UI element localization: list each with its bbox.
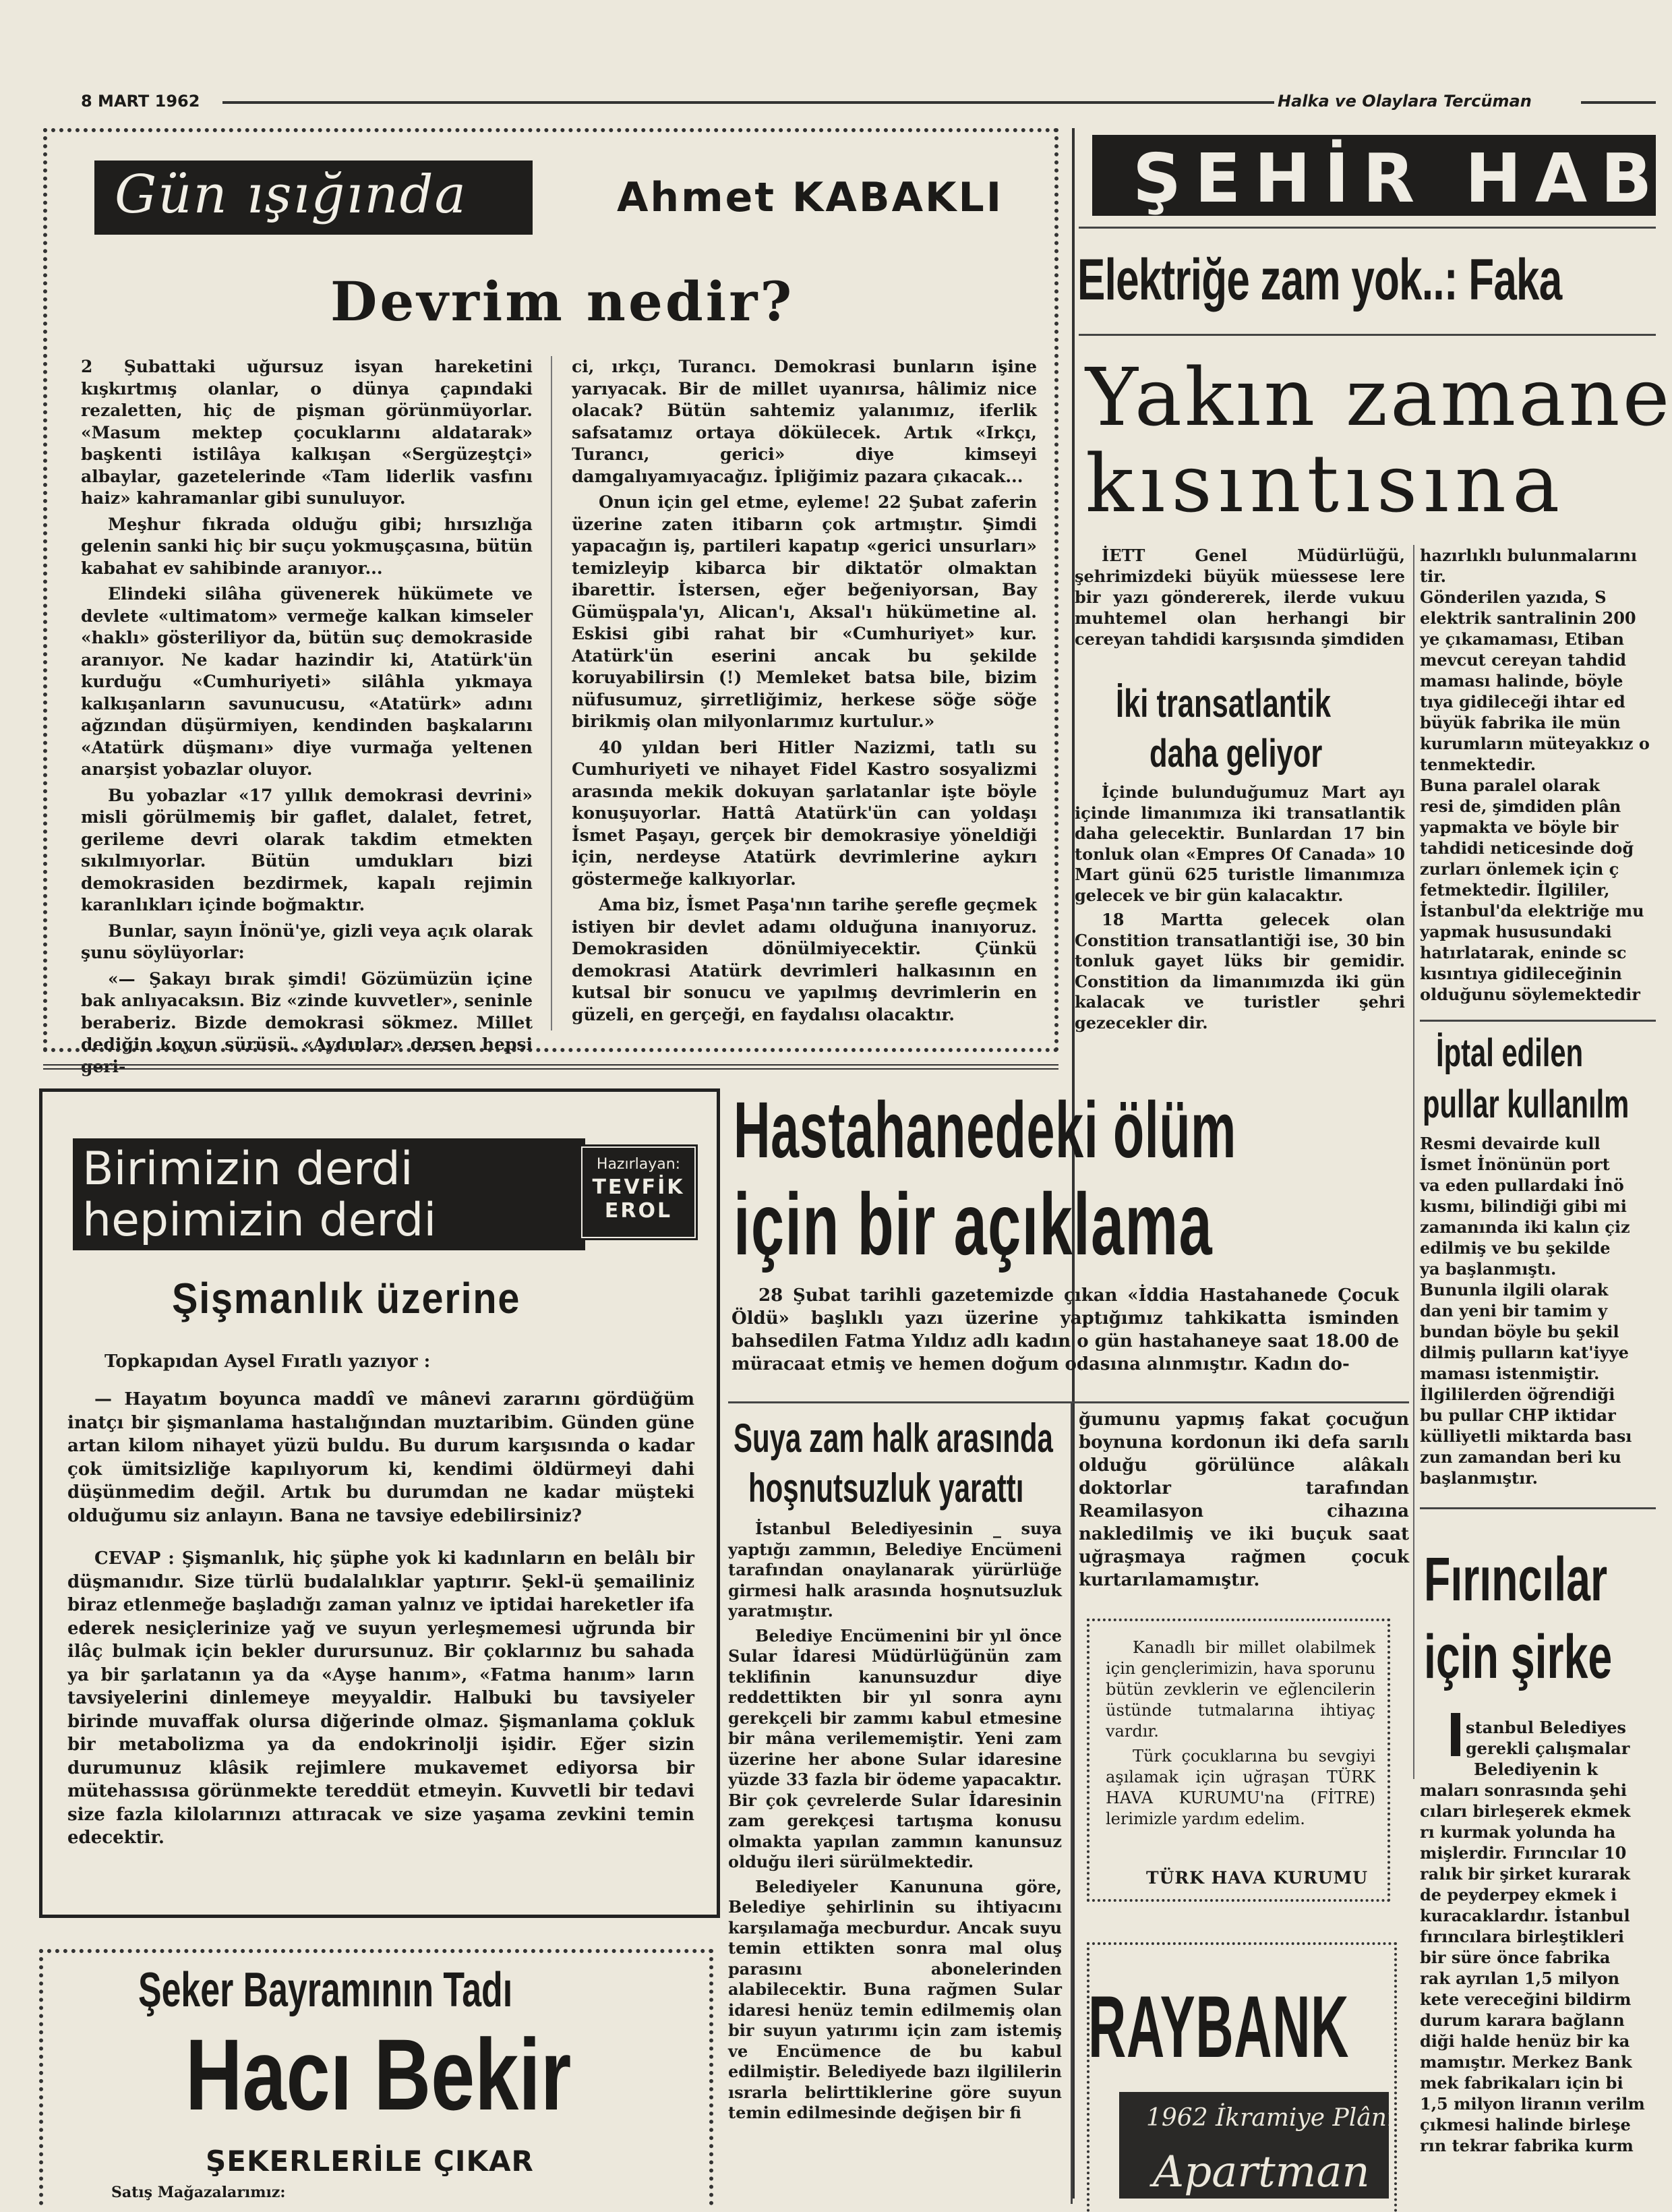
sehir-paragraph: İETT Genel Müdürlüğü, şehrimizdeki büyük müessese lere bir yazı göndererek, ilerde vukuu muhtemel olan herhangi bir cereyan tahdidi karşısında şimdiden xyxy=(1075,546,1405,649)
suya-paragraph: Belediye Encümenini bir yıl önce Sular İdaresi Müdürlüğünün zam teklifinin kanunsuzdur diye reddettikten bir yıl sonra aynı gerekçeli bir zammı kabul etmesine bir mâna verilememiştir. Yeni zam üzerine her abone Sular idaresine yüzde 33 fazla bir ödeme yapacaktır. Bir çok çevrelerde Sular İdaresinin zam gerekçesi tartışma konusu olmakta yapılan zammın kanunsuz olduğu ileri sürülmektedir. xyxy=(728,1625,1062,1871)
firinci-line: ralık bir şirket kurarak xyxy=(1420,1864,1631,1884)
iptal-line: İsmet İnönünün port xyxy=(1420,1155,1610,1174)
gun-isiginda-label-block xyxy=(94,161,533,235)
sehir-headline-2b: kısıntısına xyxy=(1085,437,1566,530)
sehir-rule xyxy=(1079,334,1656,336)
firinci-line: durum karara bağlann xyxy=(1420,2010,1625,2030)
haci-bekir-line-1: Şeker Bayramının Tadı xyxy=(138,1963,513,2017)
firinci-line: kuracaklardır. İstanbul xyxy=(1420,1906,1630,1925)
firinci-line: bir süre önce fabrika xyxy=(1420,1948,1611,1967)
sehir-line: hazırlıklı bulunmalarını xyxy=(1420,546,1638,565)
iptal-line: ya başlanmıştı. xyxy=(1420,1259,1557,1279)
iptal-line: külliyetli miktarda bası xyxy=(1420,1426,1632,1446)
iptal-line: bundan böyle bu şekil xyxy=(1420,1322,1619,1341)
iptal-line: dan yeni bir tamim y xyxy=(1420,1301,1608,1320)
sehir-column-divider xyxy=(1413,545,1414,1779)
firinci-line: Belediyenin k xyxy=(1474,1759,1599,1779)
column-body-right xyxy=(572,356,1037,1037)
suya-paragraph: Belediyeler Kanununa göre, Belediye şehirlinin su ihtiyacını karşılamağa mecburdur. Ancak suyu temin ettikten sonra mal oluş parasını abonelerinden alabilecektir. Buna rağmen Sular idaresi henüz temin edilmemiş olan bir suyun yatırımı için zam istemiş ve Encümence de bu kabul edilmiştir. Belediyede bazı ilgililerin ısrarla belirttiklerine göre suyun temin edilmesinde değişen bir fi xyxy=(728,1876,1062,2122)
suya-paragraph: İstanbul Belediyesinin _ suya yaptığı zammın, Belediye Encümeni tarafından onaylanarak yürürlüğe girmesi halk arasında hoşnutsuzluk yaratmıştır. xyxy=(728,1519,1062,1621)
firinci-line: fırıncılara birleştikleri xyxy=(1420,1927,1625,1946)
sehir-line: zurları önlemek için ç xyxy=(1420,859,1619,879)
birimizin-title-2: hepimizin derdi xyxy=(82,1194,437,1247)
hastane-headline-2: için bir açıklama xyxy=(734,1175,1214,1273)
prepared-label: Hazırlayan: xyxy=(596,1156,681,1173)
column-paragraph: Bu yobazlar «17 yıllık demokrasi devrini» misli görülmemiş bir gaflet, dalalet, fetret, gerileme devri olarak takdim etmekten sıkılmıyorlar. Bütün umdukları bizi demokrasiden bezdirmek, kapalı rejimin karanlıkları içinde boğmaktır. xyxy=(81,785,533,914)
thk-notice-body xyxy=(1106,1637,1375,1834)
suya-headline-1: Suya zam halk arasında xyxy=(734,1416,1053,1461)
haci-bekir-line-2: ŞEKERLERİLE ÇIKAR xyxy=(206,2145,534,2178)
haci-bekir-brand: Hacı Bekir xyxy=(185,2018,572,2131)
firinci-line: mamıştır. Merkez Bank xyxy=(1420,2052,1632,2072)
sehir-line: elektrik santralinin 200 xyxy=(1420,608,1636,628)
firinci-line: de peyderpey ekmek i xyxy=(1420,1885,1617,1904)
transatlantik-body xyxy=(1075,782,1405,1037)
haci-bekir-line-3: Satış Mağazalarımız: xyxy=(111,2184,286,2201)
column-paragraph: Onun için gel etme, eyleme! 22 Şubat zaferin üzerine zaten itibarın çok artmıştır. Şimdi yapacağın iş, partileri kapatıp «gerici unsurları» temizleyip kibarca bir diktatör olmaktan ibarettir. İstersen, eğer beğeniyorsan, Bay Gümüşpala'yı, Alican'ı, Aksal'ı hükümetine al. Eskisi gibi rahat bir «Cumhuriyet» kur. Atatürk'ün eserini ancak bu şekilde koruyabilirsin (!) Memleket batsa bile, bizim nüfusumuz, şirretliğimiz, herkese söğe söğe birikmiş olan milyonlarımız kurtulur.» xyxy=(572,492,1037,731)
firinci-line: kete vereceğini bildirm xyxy=(1420,1989,1632,2009)
sehir-line: mevcut cereyan tahdid xyxy=(1420,650,1626,670)
birimizin-headline: Şişmanlık üzerine xyxy=(172,1274,521,1322)
raybank-line-1: 1962 İkramiye Plânı xyxy=(1146,2104,1395,2132)
birimizin-letter-text: — Hayatım boyunca maddî ve mânevi zararını gördüğüm inatçı bir şişmanlama hastalığından muztaribim. Günden güne artan kilom nihayet yüzü buldu. Bu durum karşısında o kadar çok ümitsizliğe kapılıyorum ki, kendimi öldürmeyi dahi düşünmedim değil. Artık bu durumdan ne kadar müşteki olduğumu siz anlayın. Bana ne tavsiye edebilirsiniz? xyxy=(67,1389,694,1526)
thk-paragraph: Türk çocuklarına bu sevgiyi aşılamak için uğraşan TÜRK HAVA KURUMU'na (FİTRE) lerimizle yardım edelim. xyxy=(1106,1747,1375,1828)
firinci-title-2: için şirke xyxy=(1424,1623,1613,1691)
iptal-line: bu pullar CHP iktidar xyxy=(1420,1405,1616,1425)
column-paragraph: 40 yıldan beri Hitler Nazizmi, tatlı su Cumhuriyeti ve nihayet Fidel Kastro sosyalizmi arasında mekik dokuyan şarlatanlar işte böyle konuşuyorlar. Hattâ Atatürk'ün can yoldaşı İsmet Paşayı, gerçek bir demokrasiye yöneldiği için, nerdeyse Atatürk devrimlerine aykırı göstermeğe kalkıyorlar. xyxy=(572,737,1037,889)
transatlantik-title-2: daha geliyor xyxy=(1150,732,1323,776)
birimizin-title-block xyxy=(73,1138,585,1250)
iptal-line: zun zamandan beri ku xyxy=(1420,1447,1621,1467)
firinci-line: 1,5 milyon liranın verilm xyxy=(1420,2094,1645,2114)
firinci-line: cıları birleşerek ekmek xyxy=(1420,1801,1631,1821)
sehir-line: kısıntıya gidileceğinin xyxy=(1420,964,1622,983)
top-rule-right xyxy=(1581,101,1656,104)
raybank-banner xyxy=(1119,2092,1395,2199)
firinci-line: rak ayrılan 1,5 milyon xyxy=(1420,1969,1620,1988)
birimizin-answer xyxy=(67,1547,694,1854)
sehir-line: kurumların müteyakkız o xyxy=(1420,734,1650,753)
hastane-lead xyxy=(732,1284,1399,1380)
sehir-line: Gönderilen yazıda, S xyxy=(1420,587,1607,607)
column-body-left xyxy=(81,356,533,1076)
sehir-line: resi de, şimdiden plân xyxy=(1420,796,1621,816)
iptal-title-1: İptal edilen xyxy=(1436,1031,1584,1075)
sehir-line: tenmektedir. xyxy=(1420,755,1536,774)
sehir-line: yapmak hususundaki xyxy=(1420,922,1612,941)
sehir-rule xyxy=(1420,1020,1656,1022)
sehir-line: yapmakta ve böyle bir xyxy=(1420,817,1619,837)
page-slogan: Halka ve Olaylara Tercüman xyxy=(1278,92,1532,111)
firinci-line: çıkmesi halinde birleşe xyxy=(1420,2115,1631,2134)
sehir-headline-2a: Yakın zamane xyxy=(1085,351,1672,444)
birimizin-byline: Topkapıdan Aysel Fıratlı yazıyor : xyxy=(104,1351,431,1372)
sehir-title-block xyxy=(1092,135,1666,218)
sehir-rule xyxy=(1079,227,1656,229)
firinci-line: gerekli çalışmalar xyxy=(1466,1739,1630,1758)
column-paragraph: Elindeki silâha güvenerek hükümete ve devlete «ultimatom» vermeğe kalkan kimseler «haklı» gösteriliyor da, bütün suç demokraside aranıyor. Ne kadar hazindir ki, Atatürk'ün kurduğu «Cumhuriyeti» silâhla yıkmaya kalkışanların savunucusu, «Atatürk» adını ağzından düşürmiyen, kendinden başkalarını «Atatürk düşmanı» diye vurmağa yeltenen anarşist yobazlar oluyor. xyxy=(81,584,533,779)
column-divider xyxy=(551,356,552,1030)
iptal-line: Bununla ilgili olarak xyxy=(1420,1280,1609,1300)
hastane-cont-text: ğumunu yapmış fakat çocuğun boynuna kordonun iki defa sarılı olduğu görülünce alâkalı doktorlar tarafından Reamilasyon cihazına nakledilmiş ve iki buçuk saat uğraşmaya rağmen çocuk kurtarılamamıştır. xyxy=(1079,1409,1409,1590)
page-date: 8 MART 1962 xyxy=(81,92,200,111)
column-headline: Devrim nedir? xyxy=(330,270,795,333)
transatlantik-title-1: İki transatlantik xyxy=(1116,682,1332,726)
sehir-line: tahdidi neticesinde doğ xyxy=(1420,838,1634,858)
column-paragraph: «— Şakayı bırak şimdi! Gözümüzün içine bak anlıyacaksın. Biz «zinde kuvvetler», seninle beraberiz. Bizde demokrasi sökmez. Millet dediğin koyun sürüsü. «Aydınlar» dersen hepsi geri- xyxy=(81,968,533,1076)
column-author: Ahmet KABAKLI xyxy=(617,174,1004,221)
prepared-badge xyxy=(581,1146,696,1238)
sehir-text-right xyxy=(1420,545,1656,1005)
iptal-line: başlanmıştır. xyxy=(1420,1468,1538,1488)
sehir-headline-1: Elektriğe zam yok..: Faka xyxy=(1077,248,1562,312)
suya-body xyxy=(728,1519,1062,2199)
raybank-line-2: Apartman xyxy=(1153,2147,1370,2197)
birimizin-answer-text: CEVAP : Şişmanlık, hiç şüphe yok ki kadınların en belâlı bir düşmanıdır. Size türlü budalalıklar yaptırır. Şekl-ü şemailiniz biraz etlenmeğe başladığı zaman yalnız ve iptidai hareketler ifa ederek nesiçlerinize yağ ve suyun yerleşmemesi uğrunda bir ilâç bulmak için bekler durursunuz. Bir çoklarınız bu sahada ya bir şarlatanın ya da «Ayşe hanım», «Fatma hanım» ların tavsiyelerini dinlemeye meyyaldir. Halbuki bu tavsiyeler birinde muvaffak olursa diğerinde olmaz. Şişmanlama çokluk bir metabolizma ya da endokrinolji işidir. Eğer sizin durumunuz klâsik rejimlere mukavemet ediyorsa bir mütehassısa görünmekte tereddüt etmeyin. Kuvvetli bir tedavi size fazla kilolarınızı attıracak ve size yaşama zevkini temin edecektir. xyxy=(67,1548,694,1848)
sehir-line: İstanbul'da elektriğe mu xyxy=(1420,901,1644,921)
sehir-rule xyxy=(1420,1507,1656,1509)
iptal-line: Resmi devairde kull xyxy=(1420,1134,1601,1153)
firinci-line: stanbul Belediyes xyxy=(1466,1718,1626,1737)
sehir-line: hatırlatarak, eninde sc xyxy=(1420,943,1627,962)
sehir-title: ŞEHİR HAB xyxy=(1133,139,1666,218)
sehir-line: büyük fabrika ile mün xyxy=(1420,713,1621,732)
iptal-line: kısmı, bilindiği gibi mi xyxy=(1420,1196,1627,1216)
sehir-line: tir. xyxy=(1420,566,1446,586)
birimizin-title-1: Birimizin derdi xyxy=(82,1142,413,1196)
firinci-body xyxy=(1420,1717,1656,2156)
prepared-name-2: EROL xyxy=(604,1199,673,1223)
firinci-line: mek fabrikaları için bi xyxy=(1420,2073,1623,2093)
sehir-line: fetmektedir. İlgililer, xyxy=(1420,880,1610,900)
transatlantik-paragraph: İçinde bulunduğumuz Mart ayı içinde limanımıza iki transatlantik daha gelecektir. Bunlardan 17 bin tonluk olan «Empres Of Canada» 10 Mart günü 625 turistle limanımıza gelecek ve bir gün kalacaktır. xyxy=(1075,782,1405,905)
firinci-line: rı kurmak yolunda ha xyxy=(1420,1822,1616,1842)
transatlantik-paragraph: 18 Martta gelecek olan Constition transatlantiği ise, 30 bin tonluk gayet lüks bir gemidir. Constition da limanımızda iki gün kalacak ve turistler şehri gezecekler dir. xyxy=(1075,910,1405,1032)
iptal-title-2: pullar kullanılm xyxy=(1423,1082,1630,1126)
sehir-line: olduğunu söylemektedir xyxy=(1420,985,1640,1004)
firinci-title-1: Fırıncılar xyxy=(1424,1545,1608,1614)
firinci-line: rın tekrar fabrika kurm xyxy=(1420,2136,1634,2155)
firinci-line: mişlerdir. Fırıncılar 10 xyxy=(1420,1843,1627,1863)
hastane-rule xyxy=(728,1401,1409,1403)
column-paragraph: Meşhur fıkrada olduğu gibi; hırsızlığa gelenin sanki hiç bir suçu yokmuşçasına, bütün kabahat ev sahibinde aranıyor... xyxy=(81,514,533,578)
section-separator xyxy=(43,1064,1058,1070)
birimizin-letter xyxy=(67,1388,694,1532)
thk-paragraph: Kanadlı bir millet olabilmek için gençlerimizin, hava sporunu bütün zevklerin ve eğlencilerin üstünde tutmalarına ihtiyaç vardır. xyxy=(1106,1638,1375,1741)
gun-isiginda-label: Gün ışığında xyxy=(115,165,468,225)
sehir-line: Buna paralel olarak xyxy=(1420,776,1600,795)
iptal-body xyxy=(1420,1133,1656,1488)
sehir-line: maması halinde, böyle xyxy=(1420,671,1623,691)
column-paragraph: 2 Şubattaki uğursuz isyan hareketini kışkırtmış olanlar, o dünya çapındaki rezaletten, hiç de pişman görünmüyorlar. «Masum mektep çocuklarını aldatarak» başkenti istilâya kalkışan «Sergüzeştçi» albaylar, gazetelerinde «Tam liderlik vasfını haiz» kahramanlar gibi sunuluyor. xyxy=(81,357,533,508)
sehir-line: ye çıkamaması, Etiban xyxy=(1420,629,1624,649)
top-rule-left xyxy=(222,101,1274,104)
iptal-line: edilmiş ve bu şekilde xyxy=(1420,1238,1611,1258)
iptal-line: maması istenmiştir. xyxy=(1420,1364,1600,1383)
column-paragraph: ci, ırkçı, Turancı. Demokrasi bunların işine yarıyacak. Bir de millet uyanırsa, hâlimiz nice olacak? Bütün sahtemiz yalanımız, iferlik safsatamız ortaya dökülecek. Artık «Irkçı, Turancı, gerici» diye kimseyi damgalıyamıyacağız. İpliğimiz pazara çıkacak... xyxy=(572,357,1037,486)
iptal-line: zamanında iki kalın çiz xyxy=(1420,1217,1630,1237)
raybank-brand: RAYBANK xyxy=(1088,1977,1350,2076)
iptal-line: va eden pullardaki İnö xyxy=(1420,1175,1624,1195)
firinci-line: maları sonrasında şehi xyxy=(1420,1780,1628,1800)
sehir-line: tıya gidileceği ihtar ed xyxy=(1420,692,1625,711)
iptal-line: dilmiş pulların kat'iyye xyxy=(1420,1343,1629,1362)
hastane-headline-1: Hastahanedeki ölüm xyxy=(734,1086,1236,1175)
hastane-lead-text: 28 Şubat tarihli gazetemizde çıkan «İddia Hastahanede Çocuk Öldü» başlıklı yazı üzerine yaptığımız tahkikatta isminden bahsedilen Fatma Yıldız adlı kadın o gün hastahaneye saat 18.00 de müracaat etmiş ve hemen doğum odasına alınmıştır. Kadın do- xyxy=(732,1285,1399,1374)
iptal-line: İlgililerden öğrendiği xyxy=(1420,1385,1615,1404)
hastane-rule-vertical xyxy=(1071,1401,1073,2204)
hastane-lead-continued xyxy=(1079,1408,1409,1596)
thk-signature: TÜRK HAVA KURUMU xyxy=(1146,1868,1369,1888)
column-paragraph: Bunlar, sayın İnönü'ye, gizli veya açık olarak şunu söylüyorlar: xyxy=(81,921,533,962)
sehir-text-left xyxy=(1075,545,1405,653)
prepared-name-1: TEVFİK xyxy=(592,1175,685,1199)
suya-headline-2: hoşnutsuzluk yarattı xyxy=(748,1465,1024,1511)
column-paragraph: Ama biz, İsmet Paşa'nın tarihe şerefle geçmek istiyen bir devlet adamı olduğuna inanıyoruz. Demokrasiden dönülmiyecektir. Çünkü demokrasi Atatürk devrimleri halkasının en kutsal bir sonucu ve yapılmış devrimlerin en güzeli, en gerçeği, en faydalısı olacaktır. xyxy=(572,895,1037,1024)
firinci-line: diği halde henüz bir ka xyxy=(1420,2031,1630,2051)
